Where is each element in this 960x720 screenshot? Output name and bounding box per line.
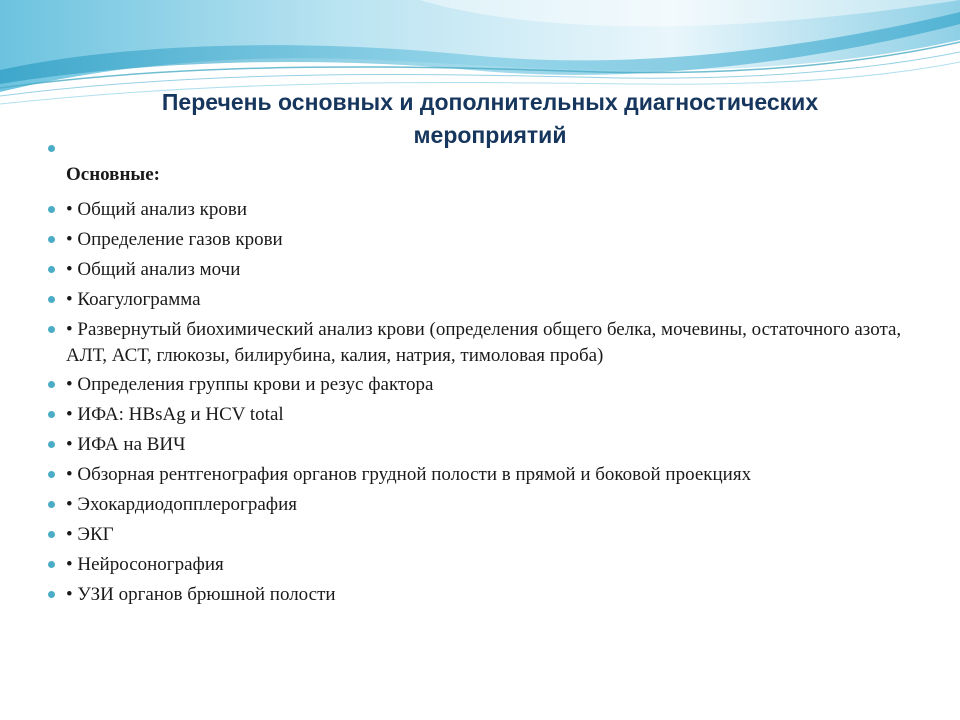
bullet-dot-icon [48, 236, 55, 243]
list-item-text: • ИФА: HBsAg и HCV total [66, 404, 284, 425]
bullet-dot-icon [48, 206, 55, 213]
bullet-dot-icon [48, 501, 55, 508]
list-item-text: • Обзорная рентгенография органов грудной полости в прямой и боковой проекциях [66, 464, 752, 485]
list-item-text: • ИФА на ВИЧ [66, 434, 186, 455]
bullet-dot-icon [48, 441, 55, 448]
bullet-dot-icon [48, 296, 55, 303]
list-item [44, 522, 924, 548]
list-item-text: • Развернутый биохимический анализ крови (определения общего белка, мочевины, остаточного азота, АЛТ, АСТ, глюкозы, билирубина, калия, натрия, тимоловая проба) [66, 319, 902, 366]
list-item [44, 552, 924, 578]
list-item [44, 432, 924, 458]
list-item [44, 582, 924, 608]
list-item-text: • Определение газов крови [66, 229, 283, 250]
slide-title-line-1: Перечень основных и дополнительных диагностических [161, 89, 819, 115]
bullet-dot-icon [48, 326, 55, 333]
slide-title-line-2: мероприятий [413, 122, 567, 148]
list-item-text: • ЭКГ [66, 524, 114, 545]
list-item [44, 227, 924, 253]
bullet-dot-icon [48, 561, 55, 568]
list-item-text: • Определения группы крови и резус фактора [66, 374, 434, 395]
list-item-text: • Эхокардиодопплерография [66, 494, 297, 515]
bullet-dot-icon [48, 266, 55, 273]
empty-bullet-row [44, 136, 924, 160]
list-item-text: • Нейросонография [66, 554, 224, 575]
list-item-text: • УЗИ органов брюшной полости [66, 584, 336, 605]
list-item [44, 257, 924, 283]
list-item [44, 197, 924, 223]
bullet-dot-icon [48, 591, 55, 598]
list-item [44, 317, 924, 369]
list-item-text: • Общий анализ мочи [66, 259, 241, 280]
list-item [44, 372, 924, 398]
list-item [44, 462, 924, 488]
list-item [44, 287, 924, 313]
list-item [44, 402, 924, 428]
list-item-text: • Коагулограмма [66, 289, 201, 310]
bullet-dot-icon [48, 145, 55, 152]
bullet-dot-icon [48, 411, 55, 418]
bullet-dot-icon [48, 471, 55, 478]
bullet-dot-icon [48, 381, 55, 388]
list-item-text: • Общий анализ крови [66, 199, 247, 220]
diagnostics-list [44, 136, 924, 612]
bullet-dot-icon [48, 531, 55, 538]
list-item [44, 492, 924, 518]
list-heading: Основные: [66, 164, 160, 185]
